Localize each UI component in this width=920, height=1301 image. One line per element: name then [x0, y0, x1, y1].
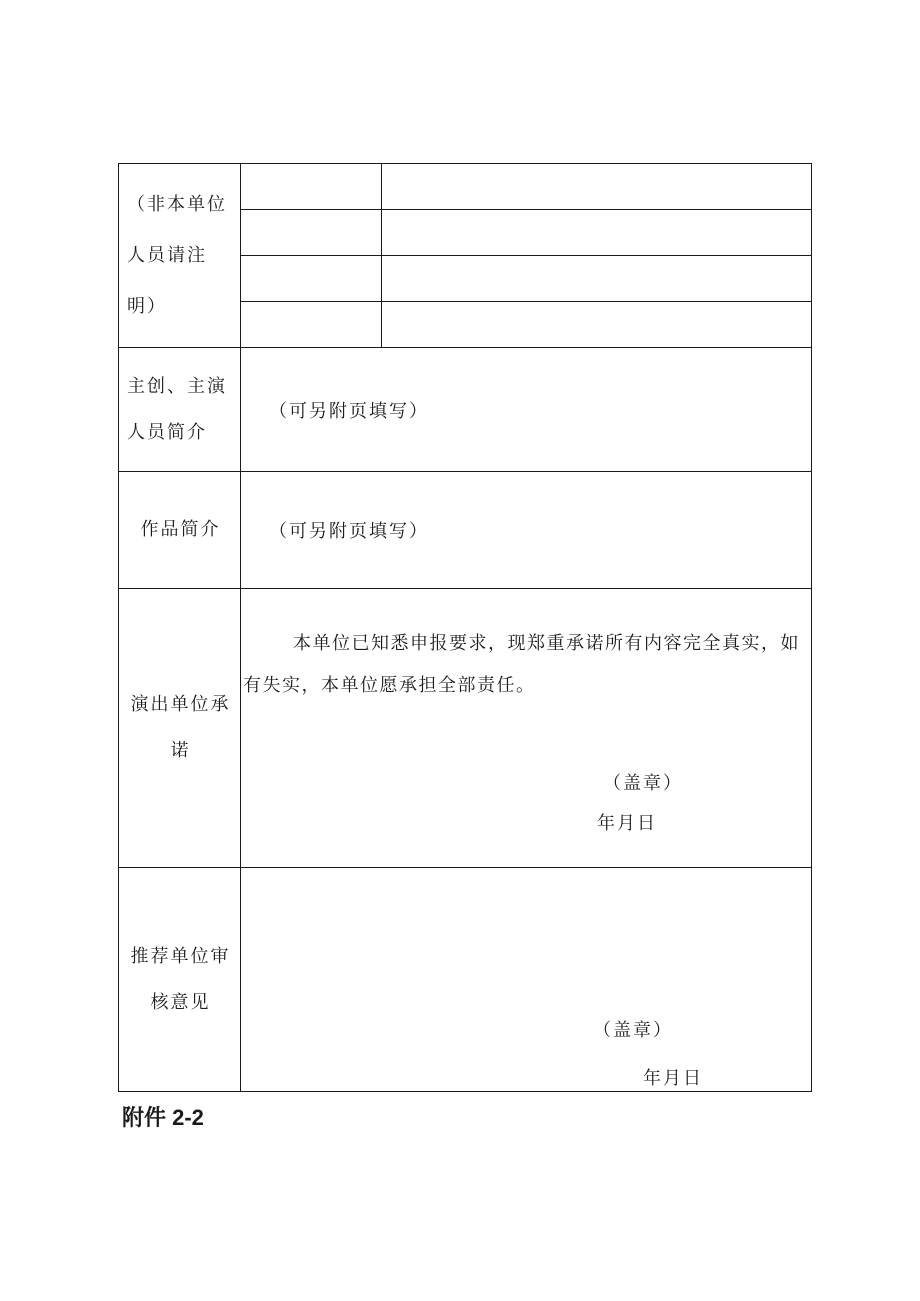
personnel-info-cell-2[interactable] — [382, 210, 812, 256]
personnel-info-cell-3[interactable] — [382, 256, 812, 302]
creators-intro-label: 主创、主演人员简介 — [119, 348, 241, 472]
review-stamp: （盖章） — [593, 1020, 673, 1041]
personnel-info-cell-4[interactable] — [382, 302, 812, 348]
personnel-name-cell-4[interactable] — [241, 302, 382, 348]
outside-personnel-label: （非本单位人员请注明） — [119, 164, 241, 348]
performer-commitment-field[interactable] — [241, 589, 812, 868]
creators-intro-field[interactable] — [241, 348, 812, 472]
personnel-name-cell-2[interactable] — [241, 210, 382, 256]
commitment-stamp: （盖章） — [603, 773, 683, 794]
creators-intro-hint: （可另附页填写） — [269, 400, 429, 422]
personnel-name-cell-3[interactable] — [241, 256, 382, 302]
application-form-table — [118, 163, 812, 1092]
personnel-info-cell-1[interactable] — [382, 164, 812, 210]
recommender-review-label: 推荐单位审核意见 — [119, 868, 241, 1092]
recommender-review-field[interactable] — [241, 868, 812, 1092]
attachment-label: 附件 2-2 — [122, 1105, 204, 1130]
performer-commitment-label: 演出单位承诺 — [119, 589, 241, 868]
work-intro-hint: （可另附页填写） — [269, 521, 429, 542]
review-date: 年月日 — [643, 1068, 703, 1089]
work-intro-field[interactable] — [241, 472, 812, 589]
commitment-text: 本单位已知悉申报要求，现郑重承诺所有内容完全真实，如有失实，本单位愿承担全部责任。 — [243, 633, 800, 696]
commitment-date: 年月日 — [597, 813, 657, 834]
personnel-name-cell-1[interactable] — [241, 164, 382, 210]
work-intro-label: 作品简介 — [119, 472, 241, 589]
